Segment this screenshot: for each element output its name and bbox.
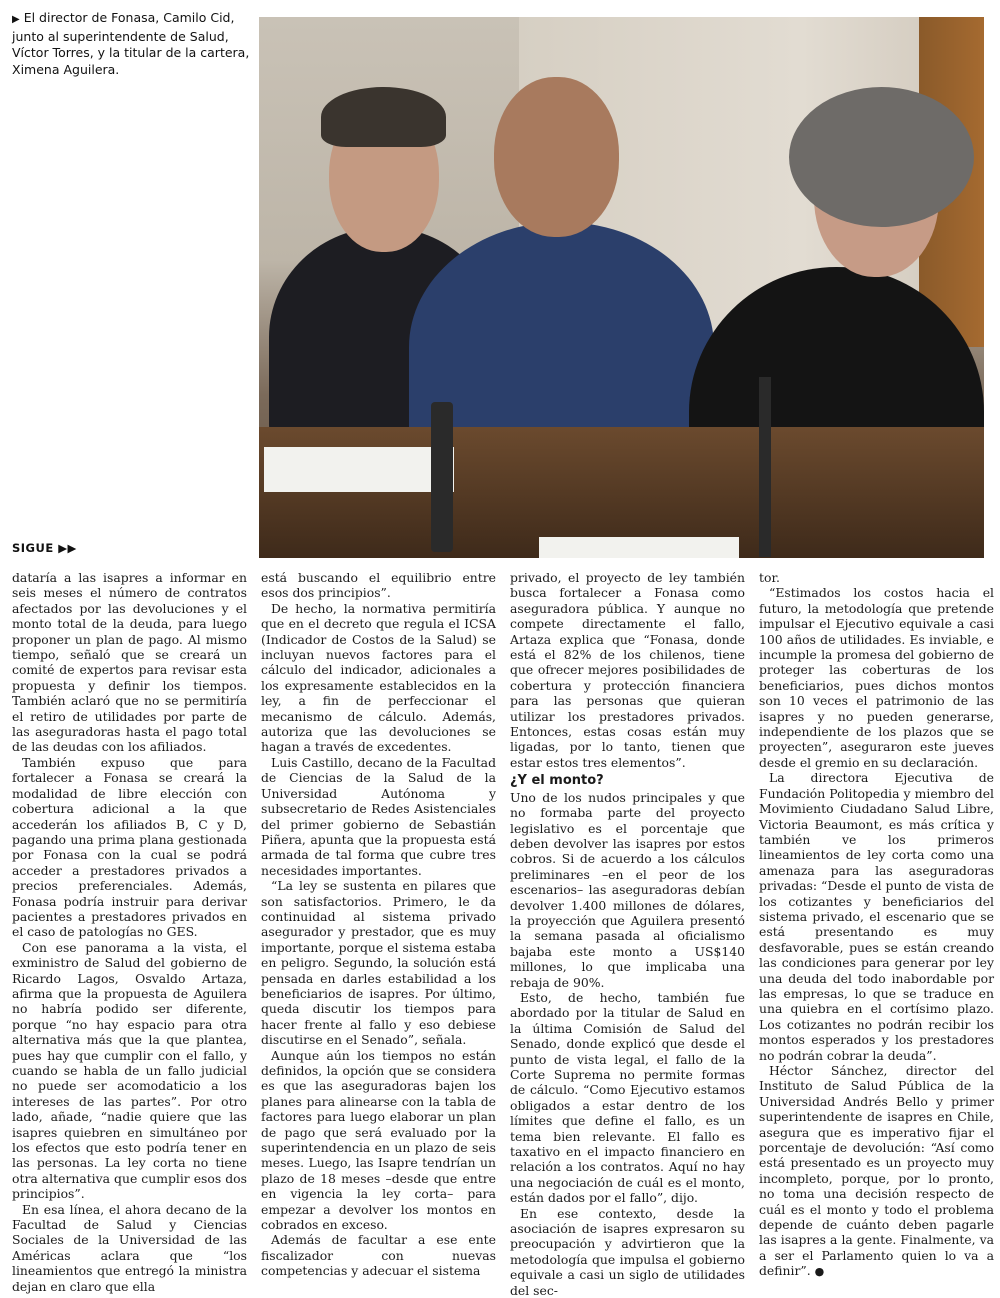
article-column-2 xyxy=(261,570,496,1279)
photo-head-center xyxy=(494,77,619,237)
paragraph: También expuso que para fortalecer a Fonasa se creará la modalidad de libre elección con cobertura adicional a la que accederán los afiliados B, C y D, pagando una prima plana gestionada por Fonasa con la cual se podrá acceder a prestadores privados a precios preferenciales. Además, Fonasa podría instruir para derivar pacientes a prestadores privados en el caso de patologías no GES. xyxy=(12,754,247,940)
paragraph: tor. xyxy=(759,570,780,585)
paragraph: “Estimados los costos hacia el futuro, la metodología que pretende impulsar el Ejecutivo equivale a casi 100 años de utilidades. Es inviable, e incumple la promesa del gobierno de proteger las coberturas de los beneficiarios, pues dichos montos son 10 veces el patrimonio de las isapres y no pueden generarse, independiente de los plazos que se proyecten”, aseguraron este jueves desde el gremio en su declaración. xyxy=(759,585,994,770)
article-column-1 xyxy=(12,570,247,1294)
paragraph: Con ese panorama a la vista, el exministro de Salud del gobierno de Ricardo Lagos, Osvaldo Artaza, afirma que la propuesta de Aguilera no habría podido ser diferente, porque “no hay espacio para otra alternativa más que la que plantea, pues hay que cumplir con el fallo, y cuando se habla de un fallo judicial no puede ser acomodaticio a los intereses de las partes”. Por otro lado, añade, “nadie quiere que las isapres quiebren en simultáneo por los efectos que esto podría tener en las personas. La ley corta no tiene otra alternativa que cumplir esos dos principios”. xyxy=(12,939,247,1202)
paragraph: está buscando el equilibrio entre esos dos principios”. xyxy=(261,570,496,601)
paragraph: De hecho, la normativa permitiría que en el decreto que regula el ICSA (Indicador de Costos de la Salud) se incluyan nuevos factores para el cálculo del indicador, adicionales a los expresamente establecidos en la ley, a fin de perfeccionar el mecanismo de cálculo. Además, autoriza que las devoluciones se hagan a través de excedentes. xyxy=(261,600,496,755)
caption-text: El director de Fonasa, Camilo Cid, junto al superintendente de Salud, Víctor Torres, y la titular de la cartera, Ximena Aguilera. xyxy=(12,10,250,77)
paragraph: Uno de los nudos principales y que no formaba parte del proyecto legislativo es el porcentaje que deben devolver las isapres por estos cobros. Si de acuerdo a los cálculos preliminares –en el peor de los escenarios– las aseguradoras debían devolver 1.400 millones de dólares, la proyección que Aguilera presentó la semana pasada al oficialismo bajaba este monto a US$140 millones, lo que implicaba una rebaja de 90%. xyxy=(510,789,745,990)
paragraph xyxy=(759,1063,994,1280)
article-column-3 xyxy=(510,570,745,1298)
paragraph: En ese contexto, desde la asociación de isapres expresaron su preocupación y advirtieron que la metodología que impulsa el gobierno equivale a casi un siglo de utilidades del sec- xyxy=(510,1205,745,1298)
paragraph: Esto, de hecho, también fue abordado por la titular de Salud en la última Comisión de Salud del Senado, donde explicó que desde el punto de vista legal, el fallo de la Corte Suprema no permite formas de cálculo. “Como Ejecutivo estamos obligados a estar dentro de los límites que define el fallo, es un tema bien relevante. El fallo es taxativo en el impacto financiero en relación a los contratos. Aquí no hay una negociación de cuál es el monto, están dados por el fallo”, dijo. xyxy=(510,989,745,1206)
section-heading: ¿Y el monto? xyxy=(510,773,604,789)
paragraph: dataría a las isapres a informar en seis meses el número de contratos afectados por las devoluciones y el monto total de la deuda, para luego proponer un plan de pago. Al mismo tiempo, señaló que se creará un comité de expertos para revisar esta propuesta y definir los tiempos. También aclaró que no se permitiría el retiro de utilidades por parte de las aseguradoras hasta el pago total de las deudas con los afiliados. xyxy=(12,570,247,755)
photo-caption xyxy=(12,10,250,78)
paragraph: privado, el proyecto de ley también busca fortalecer a Fonasa como aseguradora pública. Y aunque no compete directamente el fallo, Artaza explica que “Fonasa, donde está el 82% de los chilenos, tiene que ofrecer mejores posibilidades de cobertura y protección financiera para las personas que quieran utilizar los prestadores privados. Entonces, estas cosas están muy ligadas, por lo tanto, tienen que estar estos tres elementos”. xyxy=(510,570,745,770)
paragraph: Luis Castillo, decano de la Facultad de Ciencias de la Salud de la Universidad Autónoma y subsecretario de Redes Asistenciales del primer gobierno de Sebastián Piñera, apunta que la propuesta está armada de tal forma que cubre tres necesidades importantes. xyxy=(261,754,496,878)
end-mark-icon: ● xyxy=(814,1265,825,1279)
paragraph: La directora Ejecutiva de Fundación Politopedia y miembro del Movimiento Ciudadano Salud Libre, Victoria Beaumont, es más crítica y también ve los primeros lineamientos de ley corta como una amenaza para las aseguradoras privadas: “Desde el punto de vista de los cotizantes y beneficiarios del sistema privado, el escenario que se está presentando es muy desfavorable, pues se están creando las condiciones para generar por ley una deuda del todo inabordable por las empresas, lo que se traduce en una quiebra en el cortísimo plazo. Los cotizantes no podrán recibir los montos esperados y los prestadores no podrán cobrar la deuda”. xyxy=(759,770,994,1063)
paragraph: Aunque aún los tiempos no están definidos, la opción que se considera es que las aseguradoras bajen los planes para alinearse con la tabla de factores para luego elaborar un plan de pago que será evaluado por la superintendencia en un plazo de seis meses. Luego, las Isapre tendrían un plazo de 18 meses –desde que entre en vigencia la ley corta– para empezar a devolver los montos en cobrados en exceso. xyxy=(261,1047,496,1233)
photo-microphone xyxy=(431,402,453,552)
caption-marker-icon: ▶ xyxy=(12,14,20,25)
paragraph: Además de facultar a ese ente fiscalizador con nuevas competencias y adecuar el sistema xyxy=(261,1232,496,1279)
paragraph: “La ley se sustenta en pilares que son satisfactorios. Primero, le da continuidad al sistema privado asegurador y prestador, que es muy importante, porque el sistema estaba en peligro. Segundo, la solución está pensada en darles estabilidad a los beneficiarios de isapres. Por último, queda discutir los tiempos para hacer frente al fallo y eso debiese discutirse en el Senado”, señala. xyxy=(261,878,496,1048)
article-column-4 xyxy=(759,570,994,1279)
article-body xyxy=(12,570,994,1298)
article-photo xyxy=(259,17,984,558)
paragraph: En esa línea, el ahora decano de la Facultad de Salud y Ciencias Sociales de la Universidad de las Américas aclara que “los lineamientos que entregó la ministra dejan en claro que ella xyxy=(12,1201,247,1294)
paragraph-text: Héctor Sánchez, director del Instituto de Salud Pública de la Universidad Andrés Bello y primer superintendente de isapres en Chile, asegura que es imperativo fijar el porcentaje de devolución: “Así como está presentado es un proyecto muy incompleto, porque, por lo pronto, no toma una decisión respecto de cuál es el monto y todo el problema depende de cuánto deben pagarle las isapres a la gente. Finalmente, va a ser el Parlamento quien lo va a definir”. xyxy=(759,1063,994,1279)
continue-label: SIGUE ▶▶ xyxy=(12,541,77,555)
